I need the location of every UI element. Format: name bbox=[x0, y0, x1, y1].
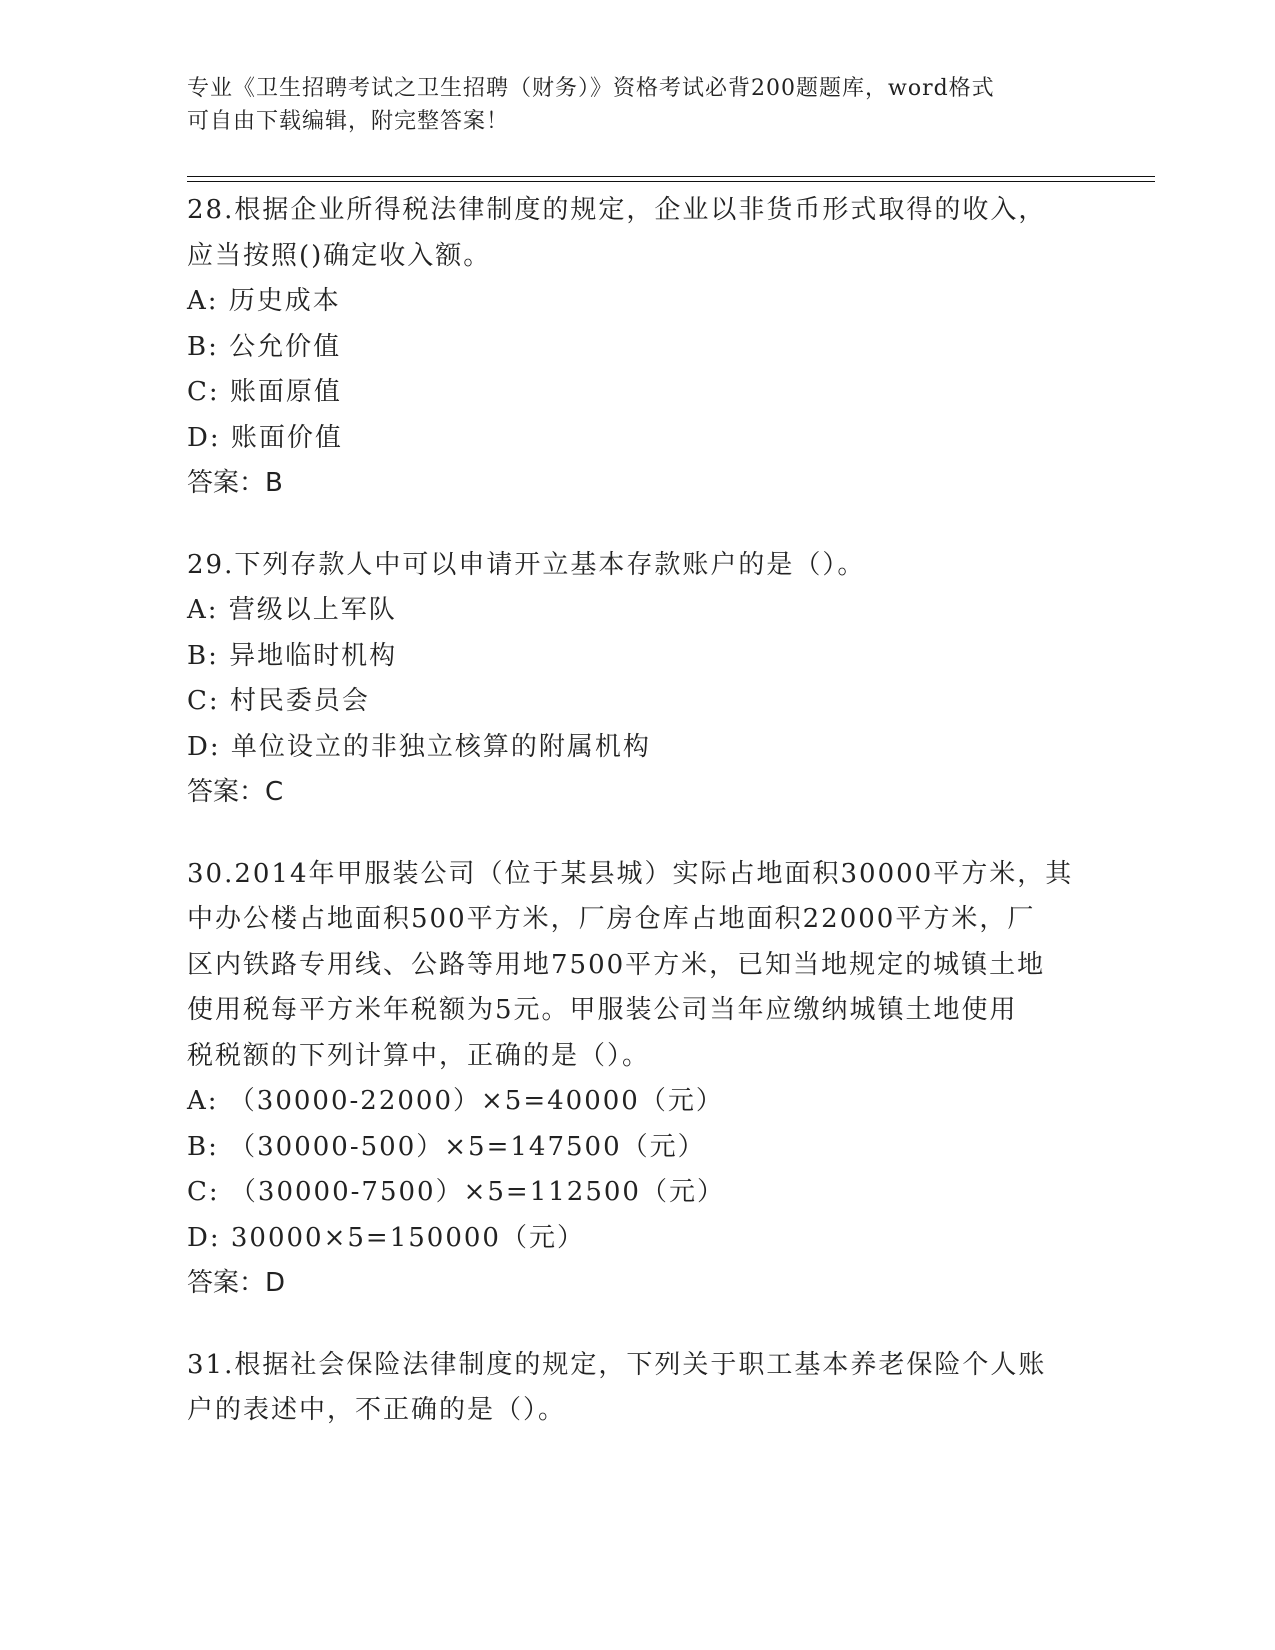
option-d: D: 单位设立的非独立核算的附属机构 bbox=[187, 731, 651, 762]
option-d: D: 30000×5=150000（元） bbox=[187, 1222, 585, 1253]
header-divider-top bbox=[187, 176, 1155, 177]
option-c: C: 村民委员会 bbox=[187, 686, 370, 716]
option-a: A: （30000-22000）×5=40000（元） bbox=[187, 1086, 724, 1116]
question-stem-line: 中办公楼占地面积500平方米，厂房仓库占地面积22000平方米，厂 bbox=[187, 904, 1036, 934]
question-stem-line: 税税额的下列计算中，正确的是（）。 bbox=[187, 1040, 651, 1071]
question-28 bbox=[187, 188, 1087, 507]
question-stem-line: 户的表述中，不正确的是（）。 bbox=[187, 1395, 567, 1425]
question-31 bbox=[187, 1343, 1087, 1434]
option-c: C: 账面原值 bbox=[187, 377, 342, 407]
question-29 bbox=[187, 543, 1087, 816]
option-a: A: 营级以上军队 bbox=[187, 595, 397, 625]
question-stem-line: 30.2014年甲服装公司（位于某县城）实际占地面积30000平方米，其 bbox=[187, 858, 1074, 889]
question-stem-line: 28.根据企业所得税法律制度的规定，企业以非货币形式取得的收入， bbox=[187, 195, 1047, 225]
document-header bbox=[187, 72, 1067, 138]
option-b: B: 异地临时机构 bbox=[187, 640, 398, 671]
question-stem-line: 31.根据社会保险法律制度的规定，下列关于职工基本养老保险个人账 bbox=[187, 1349, 1047, 1380]
question-30 bbox=[187, 852, 1087, 1307]
option-a: A: 历史成本 bbox=[187, 286, 341, 316]
question-stem-line: 区内铁路专用线、公路等用地7500平方米，已知当地规定的城镇土地 bbox=[187, 949, 1046, 980]
option-b: B: （30000-500）×5=147500（元） bbox=[187, 1131, 706, 1162]
header-line-2: 可自由下载编辑，附完整答案！ bbox=[187, 109, 510, 134]
answer: 答案：D bbox=[187, 1268, 286, 1298]
option-b: B: 公允价值 bbox=[187, 331, 342, 362]
option-d: D: 账面价值 bbox=[187, 422, 343, 453]
question-stem-line: 29.下列存款人中可以申请开立基本存款账户的是（）。 bbox=[187, 549, 866, 580]
question-stem-line: 应当按照()确定收入额。 bbox=[187, 240, 492, 271]
option-c: C: （30000-7500）×5=112500（元） bbox=[187, 1177, 725, 1207]
question-list bbox=[187, 188, 1087, 1470]
header-line-1: 专业《卫生招聘考试之卫生招聘（财务）》资格考试必背200题题库，word格式 bbox=[187, 76, 995, 101]
header-divider-bottom bbox=[187, 181, 1155, 182]
answer: 答案：C bbox=[187, 777, 284, 807]
answer: 答案：B bbox=[187, 468, 283, 498]
question-stem-line: 使用税每平方米年税额为5元。甲服装公司当年应缴纳城镇土地使用 bbox=[187, 995, 1018, 1025]
